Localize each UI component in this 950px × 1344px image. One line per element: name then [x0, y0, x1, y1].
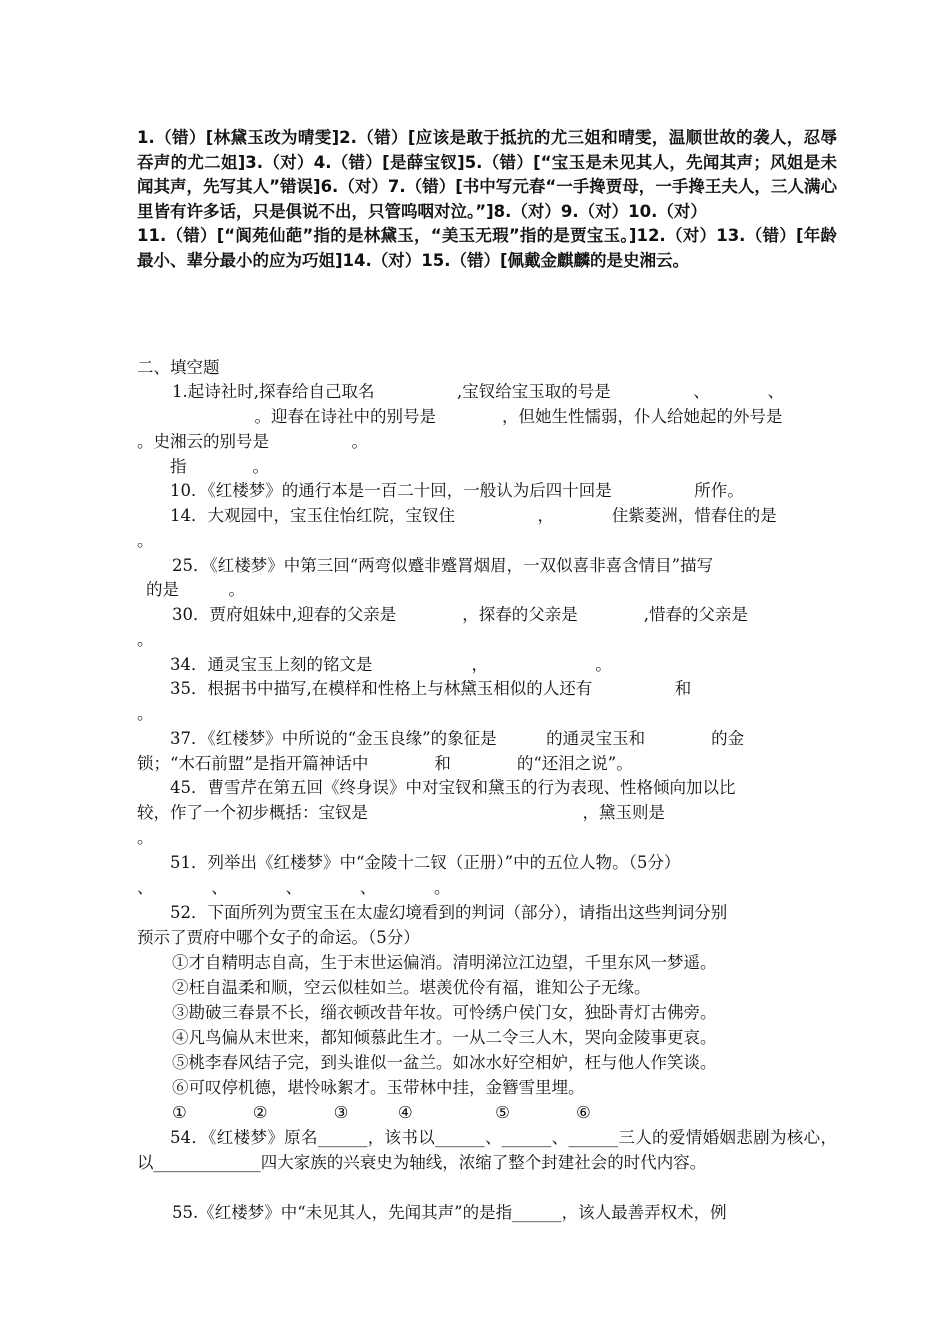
question-line: 30．贾府姐妹中,迎春的父亲是 ，探春的父亲是 ,惜春的父亲是 [172, 605, 748, 624]
answer-blanks-line: ① ② ③ ④ ⑤ ⑥ [172, 1103, 591, 1122]
answer-paragraph-1: 1.（错）[林黛玉改为晴雯]2.（错）[应该是敢于抵抗的尤三姐和晴雯，温顺世故的袭人，忍辱吞声的尤二姐]3.（对）4.（错）[是薛宝钗]5.（错）[“宝玉是未见其人，先闻其声；风姐是未闻其声，先写其人”错误]6.（对）7.（错）[书中写元春“一手搀贾母，一手搀王夫人，三人满心里皆有许多话，只是俱说不出，只管呜咽对泣。”]8.（对）9.（对）10.（对） [137, 128, 837, 221]
question-54: 54．《红楼梦》原名______，该书以______、______、______三人的爱情婚姻悲剧为核心，以_____________四大家族的兴衰史为轴线，浓缩了整个封建社会的时代内容。 [137, 1128, 837, 1172]
question-line: 35．根据书中描写,在模样和性格上与林黛玉相似的人还有 和 [170, 679, 692, 698]
question-line: 。史湘云的别号是 。 [137, 432, 368, 451]
question-line: 。 [137, 828, 154, 847]
verdict-line: ①才自精明志自高，生于末世运偏消。清明涕泣江边望，千里东风一梦遥。 [172, 953, 717, 972]
question-line: 37．《红楼梦》中所说的“金玉良缘”的象征是 的通灵宝玉和 的金 [170, 729, 745, 748]
question-line: 指 。 [170, 457, 269, 476]
question-line: 10．《红楼梦》的通行本是一百二十回，一般认为后四十回是 所作。 [170, 481, 744, 500]
question-line: 较，作了一个初步概括：宝钗是 ，黛玉则是 [137, 803, 665, 822]
question-line: 预示了贾府中哪个女子的命运。（5分） [137, 928, 420, 947]
question-line: 52．下面所列为贾宝玉在太虚幻境看到的判词（部分），请指出这些判词分别 [170, 903, 728, 922]
question-line: 。 [137, 704, 154, 723]
answer-key [137, 126, 837, 274]
question-line: 45．曹雪芹在第五回《终身误》中对宝钗和黛玉的行为表现、性格倾向加以比 [170, 778, 736, 797]
verdict-line: ⑤桃李春风结子完，到头谁似一盆兰。如冰水好空相妒，枉与他人作笑谈。 [172, 1053, 717, 1072]
question-line: 锁；“木石前盟”是指开篇神话中 和 的“还泪之说”。 [137, 754, 633, 773]
verdict-line: ③勘破三春景不长，缁衣顿改昔年妆。可怜绣户侯门女，独卧青灯古佛旁。 [172, 1003, 717, 1022]
answer-paragraph-2: 11.（错）[“阆苑仙葩”指的是林黛玉，“美玉无瑕”指的是贾宝玉。]12.（对）13.（错）[年龄最小、辈分最小的应为巧姐]14.（对）15.（错）[佩戴金麒麟的是史湘云。 [137, 226, 837, 270]
verdict-line: ②枉自温柔和顺，空云似桂如兰。堪羡优伶有福，谁知公子无缘。 [172, 978, 651, 997]
verdict-line: ④凡鸟偏从末世来，都知倾慕此生才。一从二令三人木，哭向金陵事更哀。 [172, 1028, 717, 1047]
question-line: 1.起诗社时,探春给自己取名 ,宝钗给宝玉取的号是 、 、 [172, 382, 784, 401]
question-line: 的是 。 [146, 580, 245, 599]
question-line: 。 [137, 531, 154, 550]
question-line: 25．《红楼梦》中第三回“两弯似蹙非蹙罥烟眉，一双似喜非喜含情目”描写 [172, 556, 714, 575]
question-line: 、 、 、 、 。 [137, 878, 451, 897]
section-title: 二、填空题 [137, 358, 220, 377]
question-line: 34．通灵宝玉上刻的铭文是 ， 。 [170, 655, 612, 674]
question-line: 51．列举出《红楼梦》中“金陵十二钗（正册）”中的五位人物。（5分） [170, 853, 681, 872]
question-line: 。迎春在诗社中的别号是 ，但她生性懦弱，仆人给她起的外号是 [205, 407, 783, 426]
question-line: 55.《红楼梦》中“未见其人，先闻其声”的是指______，该人最善弄权术，例 [172, 1203, 727, 1222]
verdict-line: ⑥可叹停机德，堪怜咏絮才。玉带林中挂，金簪雪里埋。 [172, 1078, 585, 1097]
question-line: 14．大观园中，宝玉住怡红院，宝钗住 ， 住紫菱洲，惜春住的是 [170, 506, 777, 525]
question-line: 。 [137, 630, 154, 649]
